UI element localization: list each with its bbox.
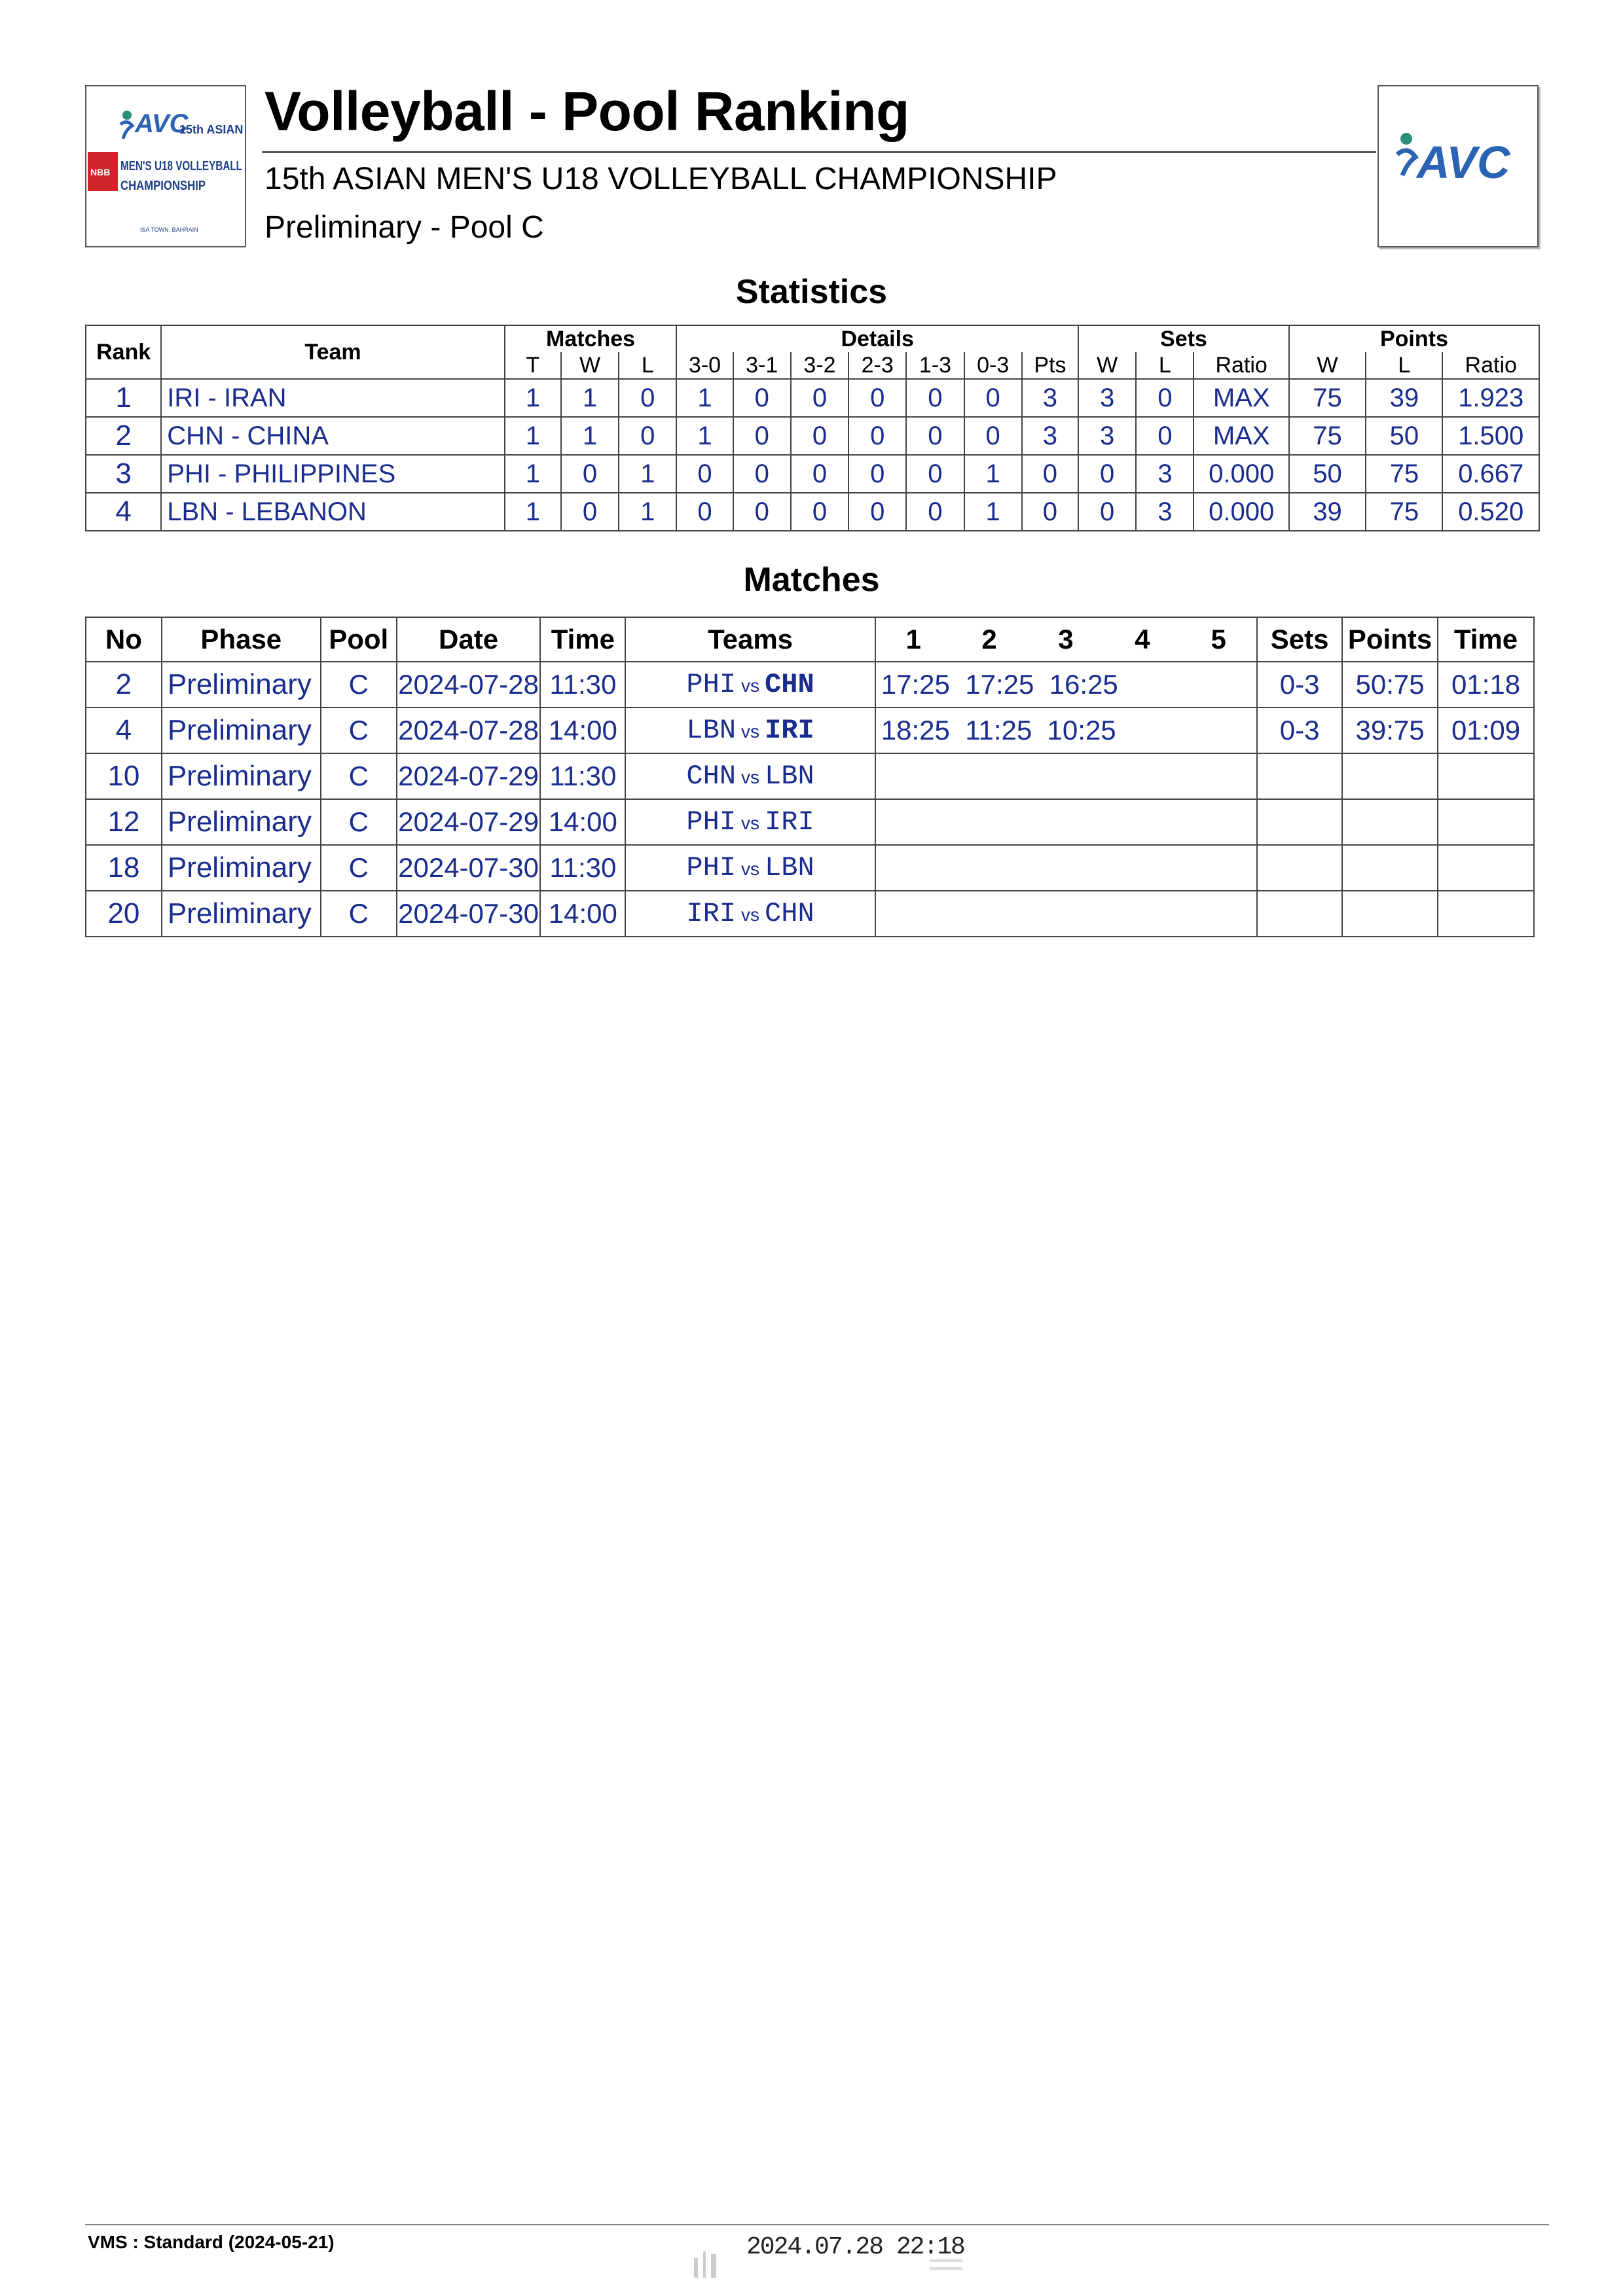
points-value-cell: 50 bbox=[1366, 417, 1442, 455]
match-phase-cell: Preliminary bbox=[162, 662, 321, 708]
page-title: Volleyball - Pool Ranking bbox=[264, 81, 909, 142]
match-duration-cell bbox=[1438, 753, 1534, 799]
match-teams-cell bbox=[625, 799, 875, 845]
col-points-sub-header: Ratio bbox=[1442, 352, 1539, 379]
match-duration-cell: 01:09 bbox=[1438, 708, 1534, 753]
col-set3-header: 3 bbox=[1028, 617, 1104, 662]
col-teams-header: Teams bbox=[625, 617, 875, 662]
matches-value-cell: 0 bbox=[619, 379, 676, 417]
match-teams-cell bbox=[625, 708, 875, 753]
match-row bbox=[86, 891, 1534, 937]
match-sets-cell bbox=[1257, 845, 1342, 891]
matches-value-cell: 0 bbox=[561, 455, 619, 493]
away-team: CHN bbox=[765, 898, 814, 929]
match-teams-cell bbox=[625, 753, 875, 799]
col-set1-header: 1 bbox=[875, 617, 951, 662]
points-value-cell: 1.500 bbox=[1442, 417, 1539, 455]
match-pool-cell: C bbox=[321, 799, 397, 845]
col-details-sub-header: 3-0 bbox=[676, 352, 733, 379]
points-value-cell: 75 bbox=[1289, 417, 1366, 455]
set-scores-cell bbox=[875, 845, 1257, 891]
vs-label: vs bbox=[741, 721, 760, 742]
match-sets-cell bbox=[1257, 891, 1342, 937]
match-points-cell bbox=[1342, 799, 1438, 845]
details-value-cell: 0 bbox=[1022, 493, 1078, 531]
vs-label: vs bbox=[741, 905, 760, 925]
match-phase-cell: Preliminary bbox=[162, 891, 321, 937]
details-value-cell: 0 bbox=[733, 455, 791, 493]
details-value-cell: 0 bbox=[964, 379, 1022, 417]
match-row bbox=[86, 753, 1534, 799]
match-sets-cell bbox=[1257, 753, 1342, 799]
match-duration-cell: 01:18 bbox=[1438, 662, 1534, 708]
sets-value-cell: 3 bbox=[1078, 379, 1136, 417]
match-duration-cell bbox=[1438, 845, 1534, 891]
vs-label: vs bbox=[741, 675, 760, 696]
sets-value-cell: 3 bbox=[1078, 417, 1136, 455]
points-value-cell: 0.667 bbox=[1442, 455, 1539, 493]
match-sets-cell: 0-3 bbox=[1257, 662, 1342, 708]
details-value-cell: 1 bbox=[964, 493, 1022, 531]
match-no-cell: 4 bbox=[86, 708, 162, 753]
sets-value-cell: MAX bbox=[1194, 379, 1288, 417]
match-points-cell bbox=[1342, 891, 1438, 937]
points-value-cell: 1.923 bbox=[1442, 379, 1539, 417]
col-no-header: No bbox=[86, 617, 162, 662]
set-scores: 17:25 17:25 16:25 bbox=[881, 669, 1118, 700]
details-value-cell: 0 bbox=[848, 455, 906, 493]
match-phase-cell: Preliminary bbox=[162, 845, 321, 891]
matches-value-cell: 1 bbox=[505, 379, 561, 417]
home-team: IRI bbox=[686, 898, 737, 929]
details-value-cell: 0 bbox=[676, 455, 733, 493]
col-details-sub-header: 0-3 bbox=[964, 352, 1022, 379]
match-time-cell: 11:30 bbox=[540, 662, 625, 708]
details-value-cell: 0 bbox=[1022, 455, 1078, 493]
details-value-cell: 0 bbox=[964, 417, 1022, 455]
match-points-cell: 50:75 bbox=[1342, 662, 1438, 708]
match-time-cell: 14:00 bbox=[540, 799, 625, 845]
points-value-cell: 75 bbox=[1289, 379, 1366, 417]
logo-place-text: ISA TOWN, BAHRAIN bbox=[140, 226, 198, 233]
points-value-cell: 75 bbox=[1366, 455, 1442, 493]
details-value-cell: 0 bbox=[906, 455, 964, 493]
col-matches-sub-header: T bbox=[505, 352, 561, 379]
match-row bbox=[86, 708, 1534, 753]
sets-value-cell: 3 bbox=[1136, 493, 1194, 531]
match-sets-cell bbox=[1257, 799, 1342, 845]
vs-label: vs bbox=[741, 859, 760, 879]
home-team: CHN bbox=[686, 761, 737, 792]
logo-avc-text: AVC bbox=[135, 109, 189, 138]
details-value-cell: 0 bbox=[906, 493, 964, 531]
details-value-cell: 0 bbox=[848, 417, 906, 455]
details-value-cell: 0 bbox=[906, 379, 964, 417]
col-duration-header: Time bbox=[1438, 617, 1534, 662]
col-points-sub-header: L bbox=[1366, 352, 1442, 379]
rank-cell: 3 bbox=[86, 455, 161, 493]
away-team: IRI bbox=[765, 806, 814, 838]
points-value-cell: 0.520 bbox=[1442, 493, 1539, 531]
sets-value-cell: 0 bbox=[1078, 455, 1136, 493]
match-duration-cell bbox=[1438, 799, 1534, 845]
details-value-cell: 1 bbox=[676, 379, 733, 417]
vs-label: vs bbox=[741, 767, 760, 787]
away-team: IRI bbox=[765, 715, 814, 746]
match-no-cell: 2 bbox=[86, 662, 162, 708]
title-divider bbox=[262, 151, 1376, 153]
avc-logo-graphic bbox=[1379, 86, 1537, 246]
details-value-cell: 0 bbox=[848, 493, 906, 531]
match-points-cell bbox=[1342, 845, 1438, 891]
away-team: LBN bbox=[765, 761, 814, 792]
col-matches-sub-header: L bbox=[619, 352, 676, 379]
rank-cell: 1 bbox=[86, 379, 161, 417]
team-cell: CHN - CHINA bbox=[161, 417, 504, 455]
points-value-cell: 39 bbox=[1366, 379, 1442, 417]
set-scores-cell bbox=[875, 891, 1257, 937]
matches-value-cell: 0 bbox=[561, 493, 619, 531]
match-teams-cell bbox=[625, 662, 875, 708]
match-no-cell: 10 bbox=[86, 753, 162, 799]
details-value-cell: 1 bbox=[964, 455, 1022, 493]
match-phase-cell: Preliminary bbox=[162, 708, 321, 753]
match-row bbox=[86, 799, 1534, 845]
col-details-sub-header: Pts bbox=[1022, 352, 1078, 379]
match-row bbox=[86, 662, 1534, 708]
team-cell: PHI - PHILIPPINES bbox=[161, 455, 504, 493]
match-pool-cell: C bbox=[321, 891, 397, 937]
logo-line1-text: MEN'S U18 VOLLEYBALL bbox=[120, 159, 242, 173]
col-set4-header: 4 bbox=[1104, 617, 1180, 662]
matches-value-cell: 1 bbox=[561, 417, 619, 455]
match-teams-cell bbox=[625, 845, 875, 891]
details-value-cell: 0 bbox=[791, 379, 848, 417]
match-pool-cell: C bbox=[321, 753, 397, 799]
details-value-cell: 0 bbox=[676, 493, 733, 531]
phase-pool-label: Preliminary - Pool C bbox=[264, 210, 544, 245]
match-time-cell: 11:30 bbox=[540, 753, 625, 799]
match-time-cell: 14:00 bbox=[540, 708, 625, 753]
points-value-cell: 50 bbox=[1289, 455, 1366, 493]
standings-row bbox=[86, 455, 1539, 493]
matches-value-cell: 1 bbox=[561, 379, 619, 417]
matches-value-cell: 1 bbox=[505, 455, 561, 493]
details-value-cell: 0 bbox=[791, 417, 848, 455]
col-sets-sub-header: L bbox=[1136, 352, 1194, 379]
away-team: CHN bbox=[765, 669, 814, 700]
details-value-cell: 0 bbox=[848, 379, 906, 417]
points-value-cell: 75 bbox=[1366, 493, 1442, 531]
col-matches-header: Matches bbox=[505, 325, 677, 352]
rank-cell: 4 bbox=[86, 493, 161, 531]
match-phase-cell: Preliminary bbox=[162, 799, 321, 845]
col-date-header: Date bbox=[397, 617, 541, 662]
match-date-cell: 2024-07-28 bbox=[397, 662, 541, 708]
match-phase-cell: Preliminary bbox=[162, 753, 321, 799]
championship-name: 15th ASIAN MEN'S U18 VOLLEYBALL CHAMPIONSHIP bbox=[264, 162, 1057, 196]
home-team: PHI bbox=[686, 806, 737, 838]
set-scores-cell bbox=[875, 799, 1257, 845]
col-phase-header: Phase bbox=[162, 617, 321, 662]
matches-value-cell: 1 bbox=[505, 417, 561, 455]
match-time-cell: 11:30 bbox=[540, 845, 625, 891]
footer-divider bbox=[85, 2224, 1549, 2225]
home-team: PHI bbox=[686, 669, 737, 700]
match-points-cell bbox=[1342, 753, 1438, 799]
standings-row bbox=[86, 493, 1539, 531]
points-value-cell: 39 bbox=[1289, 493, 1366, 531]
match-date-cell: 2024-07-29 bbox=[397, 753, 541, 799]
matches-value-cell: 1 bbox=[619, 455, 676, 493]
logo-badge-text: NBB bbox=[90, 167, 111, 177]
details-value-cell: 0 bbox=[791, 493, 848, 531]
rank-cell: 2 bbox=[86, 417, 161, 455]
details-value-cell: 1 bbox=[676, 417, 733, 455]
match-pool-cell: C bbox=[321, 708, 397, 753]
details-value-cell: 0 bbox=[733, 417, 791, 455]
details-value-cell: 3 bbox=[1022, 379, 1078, 417]
sets-value-cell: 0 bbox=[1136, 417, 1194, 455]
match-pool-cell: C bbox=[321, 662, 397, 708]
col-details-sub-header: 3-1 bbox=[733, 352, 791, 379]
match-time-cell: 14:00 bbox=[540, 891, 625, 937]
col-details-sub-header: 1-3 bbox=[906, 352, 964, 379]
match-date-cell: 2024-07-30 bbox=[397, 891, 541, 937]
sets-value-cell: 0 bbox=[1078, 493, 1136, 531]
col-rank-header: Rank bbox=[86, 325, 161, 379]
team-cell: IRI - IRAN bbox=[161, 379, 504, 417]
statistics-title: Statistics bbox=[735, 273, 888, 311]
col-pool-header: Pool bbox=[321, 617, 397, 662]
match-date-cell: 2024-07-28 bbox=[397, 708, 541, 753]
col-points-header: Points bbox=[1289, 325, 1539, 352]
footer-version: VMS : Standard (2024-05-21) bbox=[88, 2232, 335, 2252]
details-value-cell: 0 bbox=[733, 493, 791, 531]
details-value-cell: 0 bbox=[906, 417, 964, 455]
col-points-sub-header: W bbox=[1289, 352, 1366, 379]
col-sets-header: Sets bbox=[1078, 325, 1289, 352]
vs-label: vs bbox=[741, 813, 760, 833]
col-sets-sub-header: Ratio bbox=[1194, 352, 1288, 379]
match-points-cell: 39:75 bbox=[1342, 708, 1438, 753]
statistics-table bbox=[85, 325, 1540, 531]
match-no-cell: 20 bbox=[86, 891, 162, 937]
matches-value-cell: 1 bbox=[619, 493, 676, 531]
match-no-cell: 18 bbox=[86, 845, 162, 891]
matches-value-cell: 1 bbox=[505, 493, 561, 531]
col-team-header: Team bbox=[161, 325, 504, 379]
match-date-cell: 2024-07-30 bbox=[397, 845, 541, 891]
match-pool-cell: C bbox=[321, 845, 397, 891]
team-cell: LBN - LEBANON bbox=[161, 493, 504, 531]
match-teams-cell bbox=[625, 891, 875, 937]
match-no-cell: 12 bbox=[86, 799, 162, 845]
standings-row bbox=[86, 379, 1539, 417]
logo-line2-text: CHAMPIONSHIP bbox=[120, 179, 206, 193]
standings-row bbox=[86, 417, 1539, 455]
sets-value-cell: MAX bbox=[1194, 417, 1288, 455]
set-scores-cell bbox=[875, 708, 1257, 753]
col-matches-sub-header: W bbox=[561, 352, 619, 379]
footer-print-timestamp: 2024.07.28 22:18 bbox=[746, 2233, 964, 2261]
home-team: PHI bbox=[686, 852, 737, 884]
col-sets-header: Sets bbox=[1257, 617, 1342, 662]
away-team: LBN bbox=[765, 852, 814, 884]
col-points-header: Points bbox=[1342, 617, 1438, 662]
col-set2-header: 2 bbox=[951, 617, 1028, 662]
avc-logo bbox=[1377, 85, 1539, 247]
details-value-cell: 0 bbox=[791, 455, 848, 493]
matches-value-cell: 0 bbox=[619, 417, 676, 455]
set-scores: 18:25 11:25 10:25 bbox=[881, 715, 1116, 745]
set-scores-cell bbox=[875, 662, 1257, 708]
sets-value-cell: 3 bbox=[1136, 455, 1194, 493]
avc-logo-text: AVC bbox=[1417, 137, 1510, 188]
matches-table bbox=[85, 617, 1535, 937]
matches-title: Matches bbox=[743, 561, 880, 599]
match-duration-cell bbox=[1438, 891, 1534, 937]
col-details-sub-header: 3-2 bbox=[791, 352, 848, 379]
logo-edition-text: 15th ASIAN bbox=[179, 123, 244, 136]
sets-value-cell: 0.000 bbox=[1194, 493, 1288, 531]
col-set5-header: 5 bbox=[1180, 617, 1257, 662]
event-logo bbox=[85, 85, 246, 247]
col-sets-sub-header: W bbox=[1078, 352, 1136, 379]
details-value-cell: 3 bbox=[1022, 417, 1078, 455]
match-date-cell: 2024-07-29 bbox=[397, 799, 541, 845]
event-logo-graphic bbox=[86, 86, 245, 246]
match-row bbox=[86, 845, 1534, 891]
sets-value-cell: 0 bbox=[1136, 379, 1194, 417]
details-value-cell: 0 bbox=[733, 379, 791, 417]
sets-value-cell: 0.000 bbox=[1194, 455, 1288, 493]
col-details-header: Details bbox=[676, 325, 1078, 352]
set-scores-cell bbox=[875, 753, 1257, 799]
col-time-header: Time bbox=[540, 617, 625, 662]
home-team: LBN bbox=[686, 715, 737, 746]
match-sets-cell: 0-3 bbox=[1257, 708, 1342, 753]
col-details-sub-header: 2-3 bbox=[848, 352, 906, 379]
